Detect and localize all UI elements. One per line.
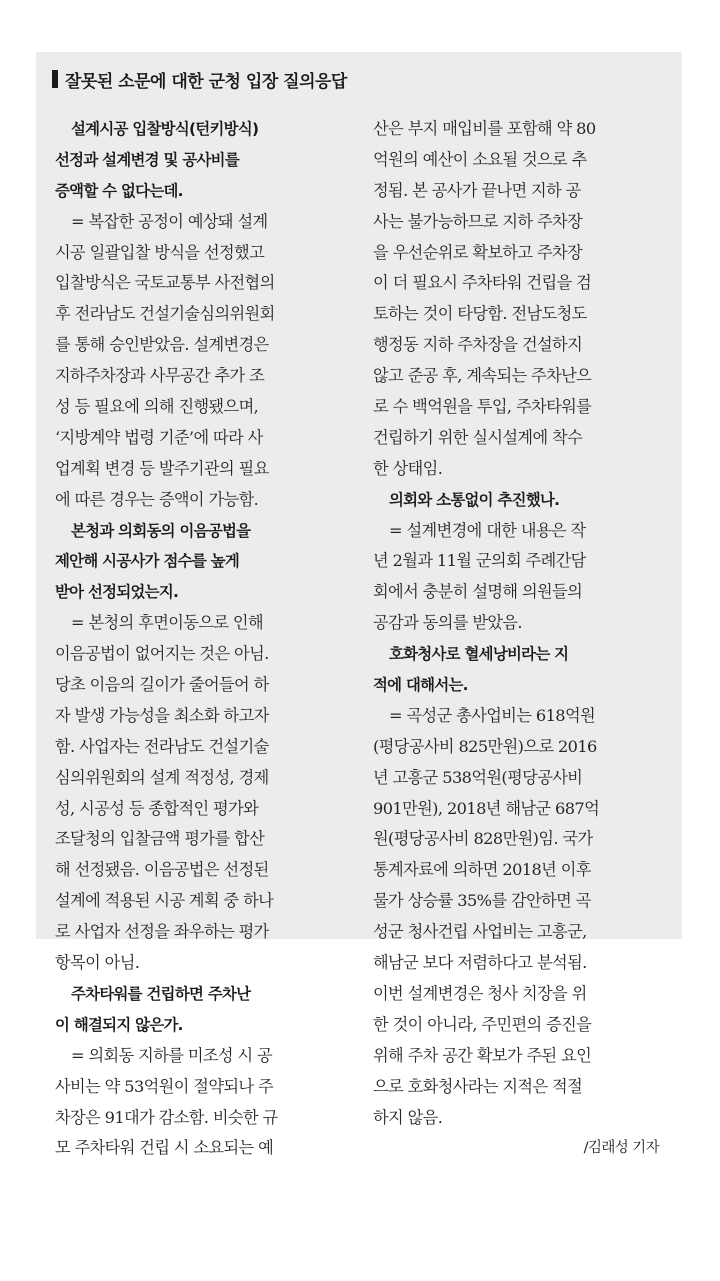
answer-line: 당초 이음의 길이가 줄어들어 하 [55,675,269,695]
answer-line: 항목이 아님. [55,953,140,973]
answer-line: 업계획 변경 등 발주기관의 필요 [55,458,269,478]
question-line: 이 해결되지 않은가. [55,1015,183,1034]
question-line: 받아 선정되었는지. [55,583,179,602]
answer-line: 사비는 약 53억원이 절약되나 주 [55,1076,274,1096]
answer-line: 년 고흥군 538억원(평당공사비 [373,767,583,787]
answer-line: = 본청의 후면이동으로 인해 [71,613,264,633]
answer-line: 정됨. 본 공사가 끝나면 지하 공 [373,180,581,200]
answer-line: 자 발생 가능성을 최소화 하고자 [55,705,269,725]
answer-line: = 복잡한 공정이 예상돼 설계 [71,211,268,231]
answer-line: 를 통해 승인받았음. 설계변경은 [55,335,269,355]
answer-line: 성, 시공성 등 종합적인 평가와 [55,798,259,818]
answer-line: 않고 준공 후, 계속되는 주차난으 [373,366,592,386]
answer-line: 함. 사업자는 전라남도 건설기술 [55,736,269,756]
right-column [373,114,665,1164]
answer-line: 원(평당공사비 828만원)임. 국가 [373,829,593,849]
left-column [55,114,347,1164]
answer-line: 으로 호화청사라는 지적은 적절 [373,1076,583,1096]
answer-line: 로 수 백억원을 투입, 주차타워를 [373,397,592,417]
answer-line: 차장은 91대가 감소함. 비슷한 규 [55,1107,278,1127]
answer-line: 심의위원회의 설계 적정성, 경제 [55,767,269,787]
answer-line: 억원의 예산이 소요될 것으로 추 [373,149,587,169]
answer-line: 후 전라남도 건설기술심의위원회 [55,304,275,324]
answer-line: 조달청의 입찰금액 평가를 합산 [55,829,265,849]
answer-line: 년 2월과 11월 군의회 주례간담 [373,551,586,571]
answer-line: 모 주차타워 건립 시 소요되는 예 [55,1138,274,1158]
question-line: 증액할 수 없다는데. [55,181,183,200]
answer-line: 해 선정됐음. 이음공법은 선정된 [55,860,269,880]
title-marker [52,70,58,88]
question-line: 적에 대해서는. [373,676,468,695]
answer-line: 회에서 충분히 설명해 의원들의 [373,582,583,602]
answer-line: 901만원), 2018년 해남군 687억 [373,798,600,818]
question-line: 제안해 시공사가 점수를 높게 [55,552,239,571]
answer-line: 이 더 필요시 주차타워 건립을 검 [373,273,592,293]
answer-line: 건립하기 위한 실시설계에 착수 [373,427,583,447]
answer-line: 이음공법이 없어지는 것은 아님. [55,644,269,664]
answer-line: 을 우선순위로 확보하고 주차장 [373,242,583,262]
article-header [52,66,347,92]
answer-line: 사는 불가능하므로 지하 주차장 [373,211,583,231]
answer-line: 시공 일괄입찰 방식을 선정했고 [55,242,265,262]
answer-line: 설계에 적용된 시공 계획 중 하나 [55,891,274,911]
byline: /김래성 기자 [583,1140,659,1157]
answer-line: 에 따른 경우는 증액이 가능함. [55,489,259,509]
answer-line: 성 등 필요에 의해 진행됐으며, [55,397,259,417]
question-line: 호화청사로 혈세낭비라는 지 [389,645,569,664]
answer-line: 한 것이 아니라, 주민편의 증진을 [373,1014,592,1034]
answer-line: 물가 상승률 35%를 감안하면 곡 [373,891,591,911]
answer-line: 성군 청사건립 사업비는 고흥군, [373,922,587,942]
answer-line: 한 상태임. [373,458,443,478]
answer-line: = 의회동 지하를 미조성 시 공 [71,1045,273,1065]
answer-line: 위해 주차 공간 확보가 주된 요인 [373,1045,592,1065]
answer-line: 로 사업자 선정을 좌우하는 평가 [55,922,269,942]
article-title: 잘못된 소문에 대한 군청 입장 질의응답 [65,71,347,92]
answer-line: = 설계변경에 대한 내용은 작 [389,520,586,540]
answer-line: 토하는 것이 타당함. 전남도청도 [373,304,587,324]
answer-line: 입찰방식은 국토교통부 사전협의 [55,273,275,293]
answer-line: 해남군 보다 저렴하다고 분석됨. [373,953,587,973]
answer-line: (평당공사비 825만원)으로 2016 [373,736,597,756]
question-line: 본청과 의회동의 이음공법을 [71,521,251,540]
answer-line: 통계자료에 의하면 2018년 이후 [373,860,591,880]
answer-line: 지하주차장과 사무공간 추가 조 [55,366,265,386]
answer-line: 행정동 지하 주차장을 건설하지 [373,335,583,355]
answer-line: 산은 부지 매입비를 포함해 약 80 [373,119,596,138]
answer-line: = 곡성군 총사업비는 618억원 [389,705,596,725]
question-line: 설계시공 입찰방식(턴키방식) [71,120,259,138]
answer-line: ‘지방계약 법령 기준’에 따라 사 [55,427,263,447]
question-line: 주차타워를 건립하면 주차난 [71,984,251,1003]
answer-line: 하지 않음. [373,1107,443,1127]
question-line: 의회와 소통없이 추진했나. [389,490,560,509]
answer-line: 공감과 동의를 받았음. [373,613,522,633]
question-line: 선정과 설계변경 및 공사비를 [55,150,239,169]
answer-line: 이번 설계변경은 청사 치장을 위 [373,983,587,1003]
